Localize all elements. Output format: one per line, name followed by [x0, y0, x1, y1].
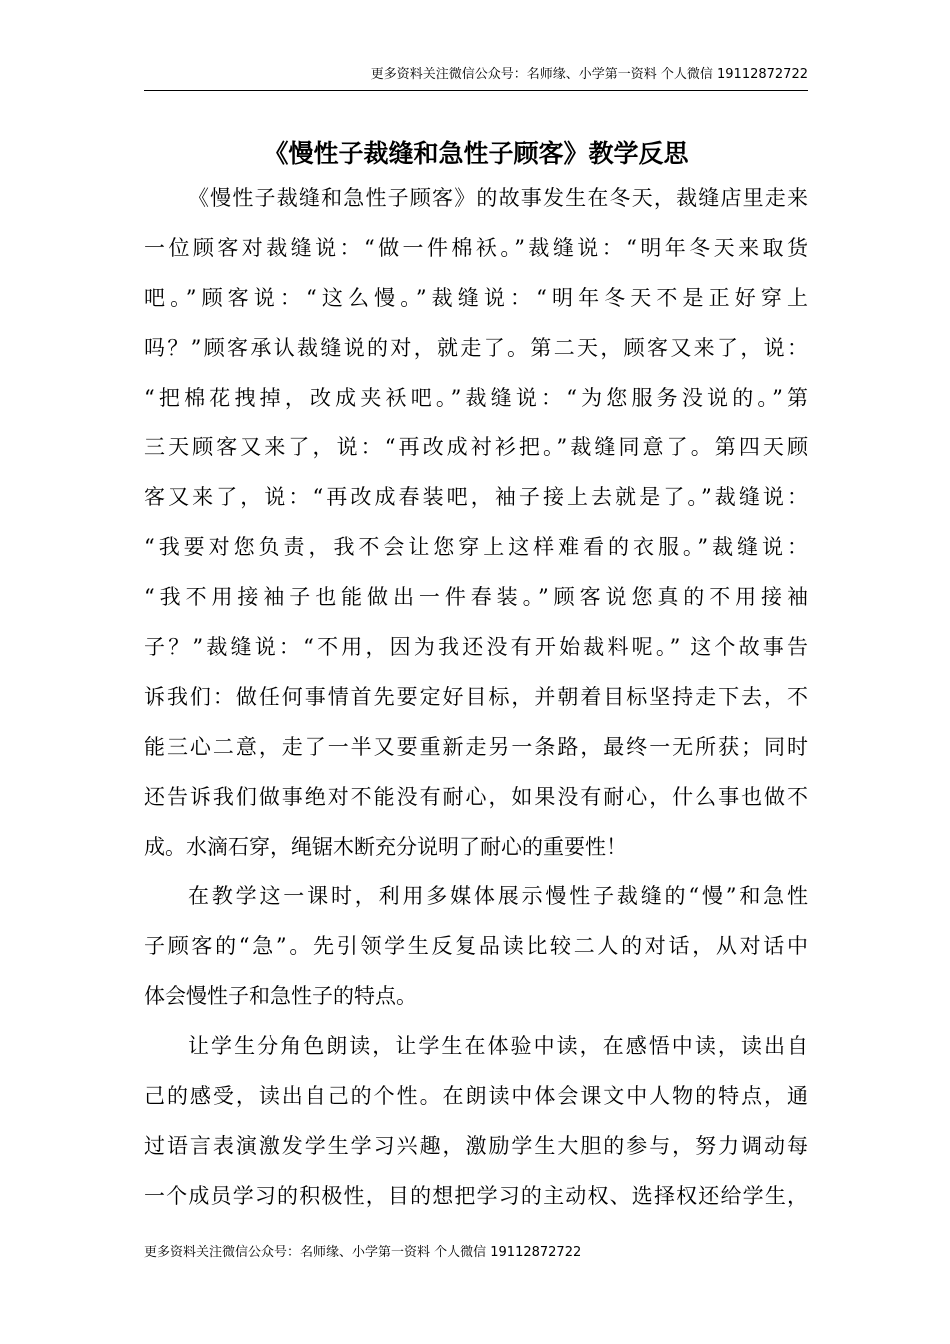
paragraph-line: 三天顾客又来了，说：“再改成衬衫把。”裁缝同意了。第四天顾	[144, 435, 808, 460]
paragraph-line: 子？”裁缝说：“不用，因为我还没有开始裁料呢。” 这个故事告	[144, 635, 808, 660]
paragraph-line: 一个成员学习的积极性，目的想把学习的主动权、选择权还给学生，	[144, 1183, 808, 1208]
paragraph-line: 吧。”顾客说：“这么慢。”裁缝说：“明年冬天不是正好穿上	[144, 285, 808, 310]
document-title: 《慢性子裁缝和急性子顾客》教学反思	[263, 139, 689, 168]
paragraph-line: 在教学这一课时，利用多媒体展示慢性子裁缝的“慢”和急性	[188, 884, 808, 909]
document-body	[144, 174, 808, 1222]
paragraph-line: 体会慢性子和急性子的特点。	[144, 984, 417, 1009]
paragraph-line: 《慢性子裁缝和急性子顾客》的故事发生在冬天，裁缝店里走来	[188, 186, 808, 210]
paragraph-line: 己的感受，读出自己的个性。在朗读中体会课文中人物的特点，通	[144, 1084, 808, 1109]
paragraph-line: “把棉花拽掉，改成夹袄吧。”裁缝说：“为您服务没说的。”第	[144, 385, 808, 410]
paragraph-line: 让学生分角色朗读，让学生在体验中读，在感悟中读，读出自	[188, 1034, 808, 1059]
paragraph-line: 过语言表演激发学生学习兴趣，激励学生大胆的参与，努力调动每	[144, 1133, 808, 1158]
paragraph-line: 客又来了，说：“再改成春装吧，袖子接上去就是了。”裁缝说：	[144, 485, 808, 510]
header-text: 更多资料关注微信公众号：名师缘、小学第一资料 个人微信 19112872722	[370, 67, 808, 82]
paragraph-line: 子顾客的“急”。先引领学生反复品读比较二人的对话，从对话中	[144, 934, 808, 959]
paragraph-line: 还告诉我们做事绝对不能没有耐心，如果没有耐心，什么事也做不	[144, 784, 808, 809]
page-footer: 更多资料关注微信公众号：名师缘、小学第一资料 个人微信 19112872722	[144, 1245, 582, 1260]
paragraph-line: 能三心二意，走了一半又要重新走另一条路，最终一无所获；同时	[144, 734, 808, 759]
paragraph-line: “我要对您负责，我不会让您穿上这样难看的衣服。”裁缝说：	[144, 535, 808, 560]
page-header	[144, 66, 808, 91]
paragraph-line: 一位顾客对裁缝说：“做一件棉袄。”裁缝说：“明年冬天来取货	[144, 235, 808, 260]
paragraph-line: “我不用接袖子也能做出一件春装。”顾客说您真的不用接袖	[144, 585, 808, 610]
paragraph-line: 成。水滴石穿，绳锯木断充分说明了耐心的重要性！	[144, 834, 627, 859]
paragraph-line: 诉我们：做任何事情首先要定好目标，并朝着目标坚持走下去，不	[144, 684, 808, 709]
paragraph-line: 吗？”顾客承认裁缝说的对，就走了。第二天，顾客又来了，说：	[144, 335, 808, 360]
